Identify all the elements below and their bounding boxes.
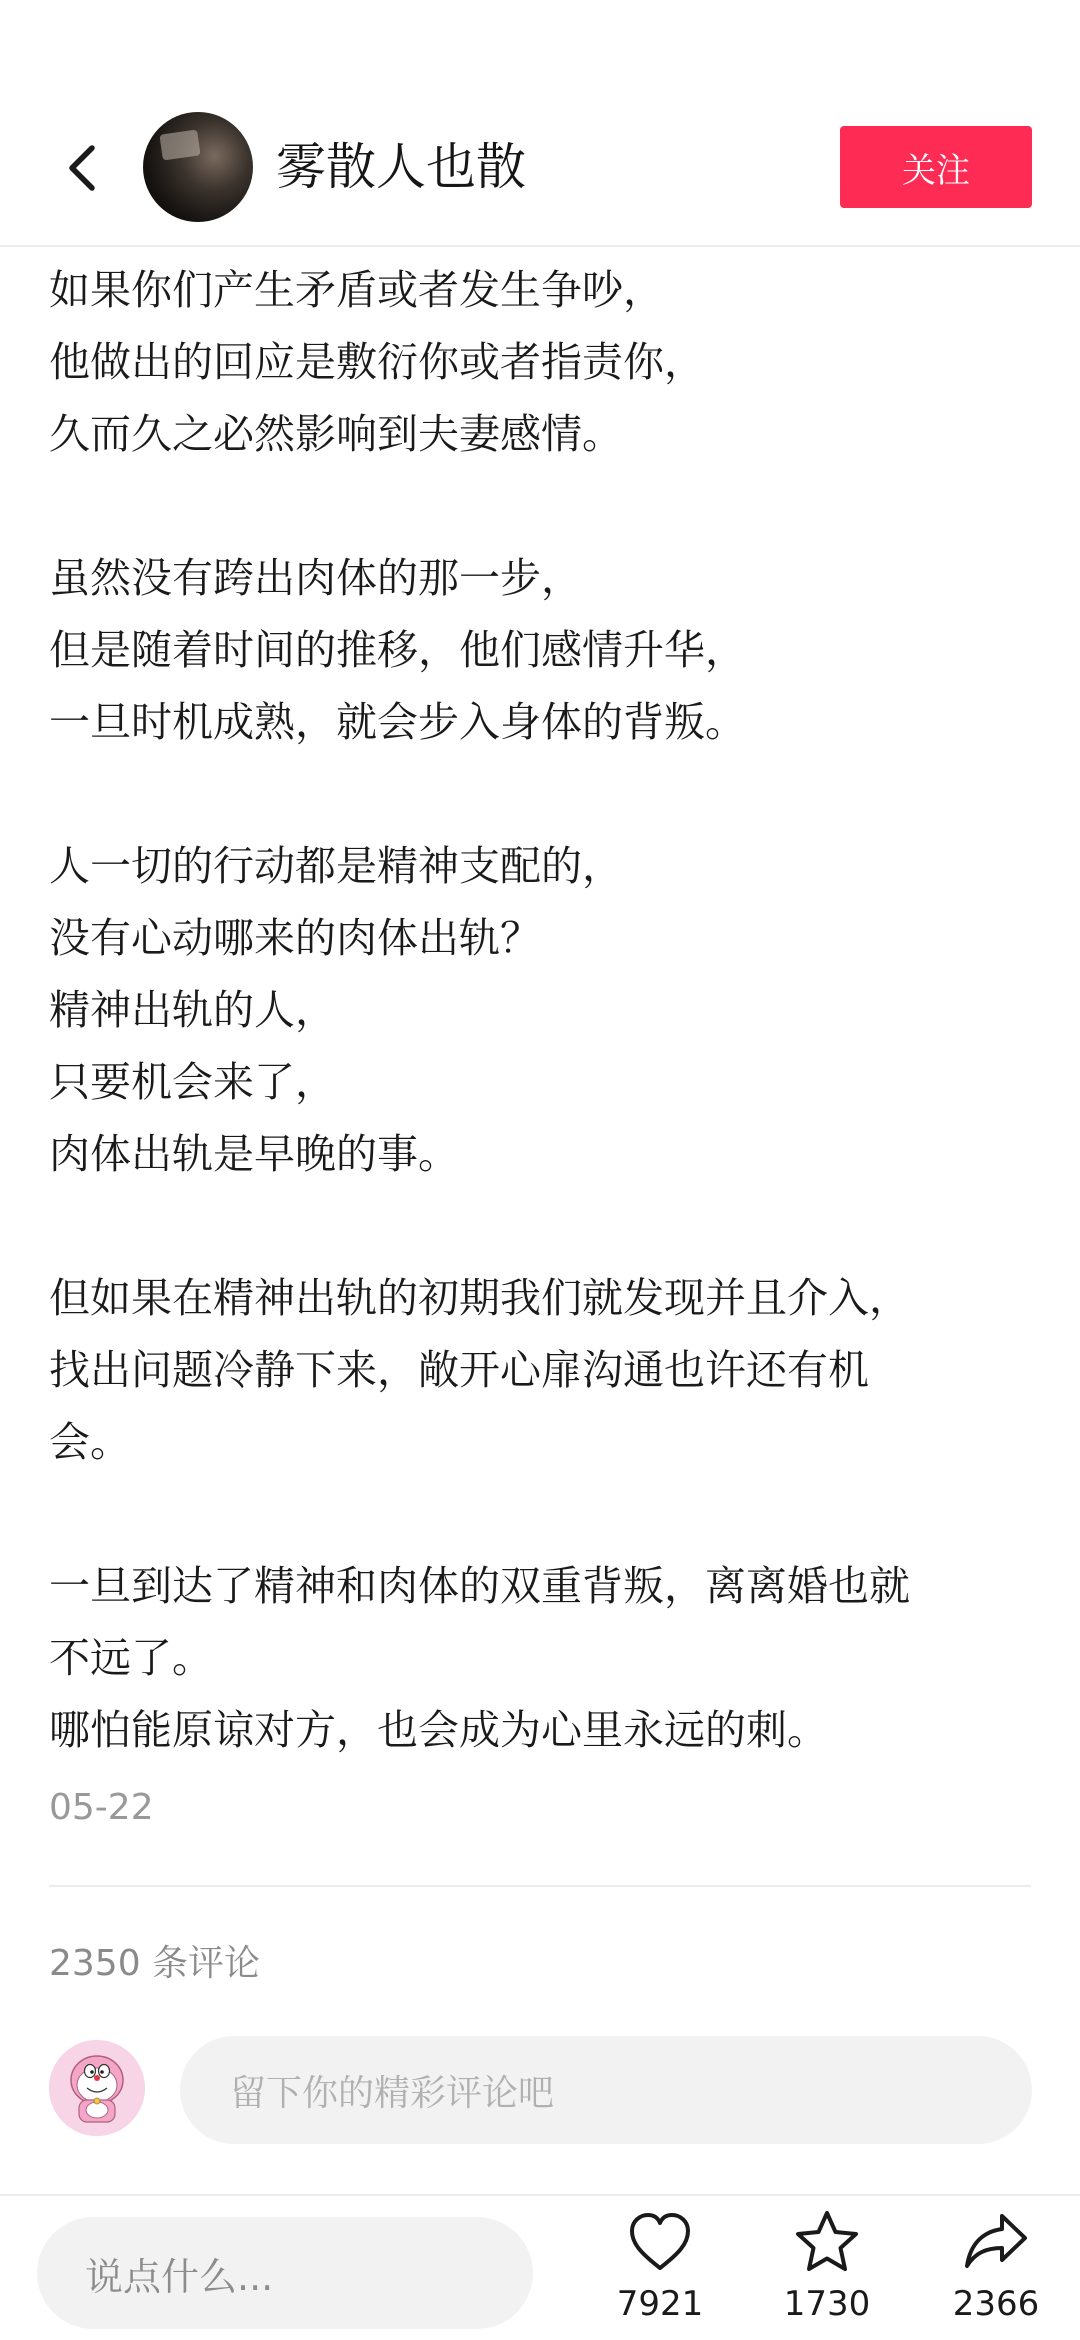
heart-icon	[626, 2208, 694, 2276]
text-line: 他做出的回应是敷衍你或者指责你，	[49, 338, 705, 386]
paragraph	[49, 254, 1009, 470]
text-line: 会。	[49, 1418, 131, 1466]
share-arrow-icon	[962, 2208, 1030, 2276]
author-avatar[interactable]	[143, 112, 253, 222]
post-date: 05-22	[49, 1787, 154, 1828]
divider	[49, 1885, 1031, 1887]
paragraph	[49, 1262, 1009, 1478]
text-line: 但如果在精神出轨的初期我们就发现并且介入，	[49, 1274, 910, 1322]
like-count: 7921	[616, 2284, 704, 2324]
text-line: 一旦到达了精神和肉体的双重背叛，离离婚也就	[49, 1562, 910, 1610]
like-button[interactable]	[595, 2208, 725, 2338]
share-count: 2366	[952, 2284, 1040, 2324]
doraemon-avatar-icon	[49, 2040, 145, 2136]
text-line: 找出问题冷静下来，敞开心扉沟通也许还有机	[49, 1346, 869, 1394]
follow-button[interactable]: 关注	[840, 126, 1032, 208]
comment-input[interactable]: 留下你的精彩评论吧	[180, 2036, 1032, 2144]
back-button[interactable]	[50, 136, 114, 200]
text-line: 不远了。	[49, 1634, 213, 1682]
text-line: 久而久之必然影响到夫妻感情。	[49, 410, 623, 458]
top-bar	[0, 0, 1080, 247]
paragraph	[49, 1550, 1009, 1766]
star-icon	[793, 2208, 861, 2276]
user-avatar[interactable]	[49, 2040, 145, 2136]
comment-count: 2350 条评论	[49, 1943, 261, 1984]
text-line: 精神出轨的人，	[49, 986, 336, 1034]
favorite-button[interactable]	[762, 2208, 892, 2338]
text-line: 但是随着时间的推移，他们感情升华，	[49, 626, 746, 674]
text-line: 如果你们产生矛盾或者发生争吵，	[49, 266, 664, 314]
text-line: 肉体出轨是早晚的事。	[49, 1130, 459, 1178]
text-line: 一旦时机成熟，就会步入身体的背叛。	[49, 698, 746, 746]
author-name[interactable]: 雾散人也散	[276, 138, 526, 196]
text-line: 虽然没有跨出肉体的那一步，	[49, 554, 582, 602]
share-button[interactable]	[931, 2208, 1061, 2338]
text-line: 只要机会来了，	[49, 1058, 336, 1106]
say-something-input[interactable]: 说点什么...	[37, 2217, 533, 2329]
chevron-left-icon	[62, 142, 102, 194]
favorite-count: 1730	[783, 2284, 871, 2324]
text-line: 哪怕能原谅对方，也会成为心里永远的刺。	[49, 1706, 828, 1754]
text-line: 人一切的行动都是精神支配的，	[49, 842, 623, 890]
text-line: 没有心动哪来的肉体出轨？	[49, 914, 541, 962]
paragraph	[49, 542, 1009, 758]
bottom-action-bar	[0, 2194, 1080, 2340]
paragraph	[49, 830, 1009, 1190]
article-body	[49, 254, 1009, 1766]
